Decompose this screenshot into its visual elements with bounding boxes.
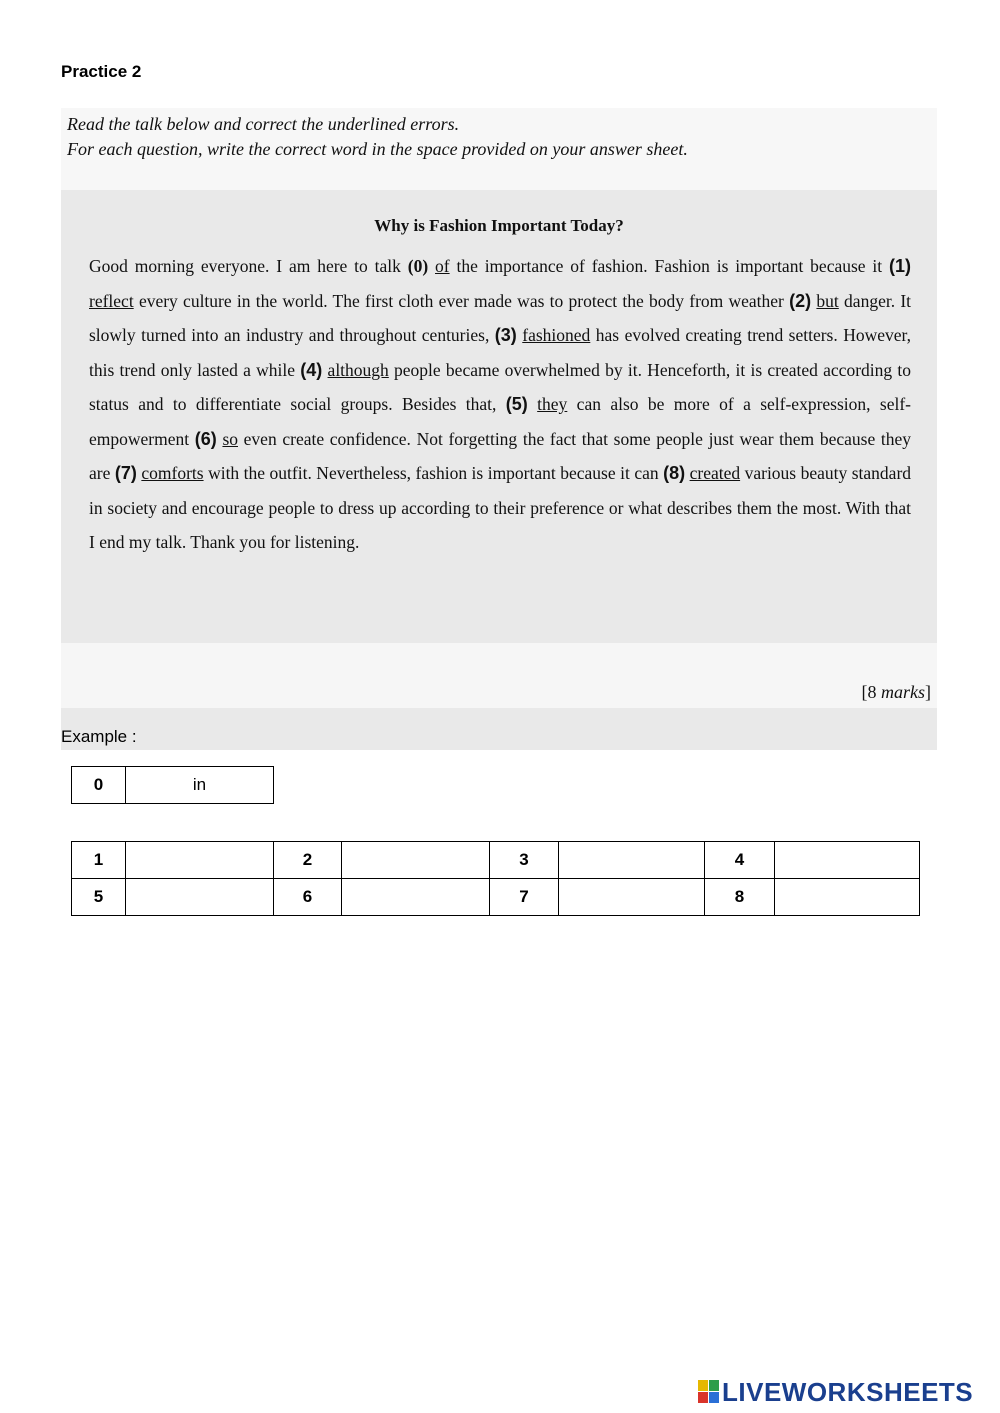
question-number-0: (0) [407, 256, 429, 276]
answer-input-7[interactable] [559, 879, 705, 916]
answer-number-5: 5 [72, 879, 126, 916]
underlined-error-7: comforts [141, 463, 204, 483]
underlined-error-8: created [689, 463, 741, 483]
answer-number-2: 2 [274, 842, 342, 879]
answer-number-6: 6 [274, 879, 342, 916]
question-number-2: (2) [789, 290, 812, 311]
underlined-error-3: fashioned [522, 325, 591, 345]
logo-square-2 [709, 1380, 719, 1391]
logo-square-4 [709, 1392, 719, 1403]
logo-icon [698, 1380, 720, 1404]
page-heading: Practice 2 [61, 62, 142, 81]
passage-text: the importance of fashion. Fashion is important because it [449, 256, 889, 276]
passage-text: Good morning everyone. I am here to talk [89, 256, 408, 276]
underlined-error-5: they [537, 394, 568, 414]
answer-number-8: 8 [705, 879, 775, 916]
example-table [71, 766, 274, 804]
question-number-8: (8) [663, 463, 686, 483]
underlined-error-6: so [222, 428, 238, 449]
passage-text: every culture in the world. The first cloth ever made was to protect the body from weather [133, 290, 790, 311]
answer-input-6[interactable] [342, 879, 490, 916]
article-title: Why is Fashion Important Today? [374, 216, 624, 235]
question-number-7: (7) [114, 463, 137, 483]
scan-footer-area [61, 643, 937, 708]
answer-table [71, 841, 920, 916]
logo-square-3 [698, 1392, 708, 1403]
question-number-6: (6) [194, 428, 217, 449]
answer-input-3[interactable] [559, 842, 705, 879]
answer-input-2[interactable] [342, 842, 490, 879]
question-number-3: (3) [494, 325, 517, 345]
answer-input-4[interactable] [775, 842, 920, 879]
logo-text: LIVEWORKSHEETS [722, 1377, 974, 1407]
scanned-exercise-image [61, 108, 937, 708]
passage-text: can also be more of a self-expression, self-empowerment [89, 394, 911, 449]
question-number-1: (1) [889, 256, 911, 276]
underlined-error-0: of [435, 256, 450, 276]
answer-input-1[interactable] [126, 842, 274, 879]
answer-input-5[interactable] [126, 879, 274, 916]
underlined-error-4: although [327, 359, 389, 380]
example-label: Example : [61, 727, 137, 746]
passage-text: people became overwhelmed by it. Henceforth, it is created according to status and to differentiate social groups. Besides that, [89, 359, 912, 414]
article-passage [89, 249, 911, 560]
answer-input-8[interactable] [775, 879, 920, 916]
instruction-line-2: For each question, write the correct word in the space provided on your answer sheet. [67, 139, 688, 159]
question-number-5: (5) [505, 394, 528, 414]
table-row [72, 767, 274, 804]
table-row [72, 879, 920, 916]
example-answer-cell: in [126, 767, 274, 804]
underlined-error-2: but [816, 290, 839, 311]
question-number-4: (4) [300, 359, 323, 380]
answer-number-1: 1 [72, 842, 126, 879]
passage-text: various beauty standard in society and encourage people to dress up according to their preference or what describes them the most. With that I end my talk. Thank you for listening. [89, 463, 912, 552]
example-number-cell: 0 [72, 767, 126, 804]
logo-square-1 [698, 1380, 708, 1391]
passage-text: even create confidence. Not forgetting the fact that some people just wear them because they are [89, 428, 911, 483]
answer-number-7: 7 [490, 879, 559, 916]
table-row [72, 842, 920, 879]
answer-number-4: 4 [705, 842, 775, 879]
passage-text: with the outfit. Nevertheless, fashion is important because it can [203, 463, 664, 483]
liveworksheets-logo [698, 1377, 973, 1407]
marks-label: [8 marks] [861, 682, 931, 702]
passage-text: danger. It slowly turned into an industry and throughout centuries, [89, 290, 912, 345]
passage-text: has evolved creating trend setters. However, this trend only lasted a while [89, 325, 912, 380]
underlined-error-1: reflect [89, 290, 134, 311]
answer-number-3: 3 [490, 842, 559, 879]
instruction-line-1: Read the talk below and correct the underlined errors. [67, 114, 460, 134]
